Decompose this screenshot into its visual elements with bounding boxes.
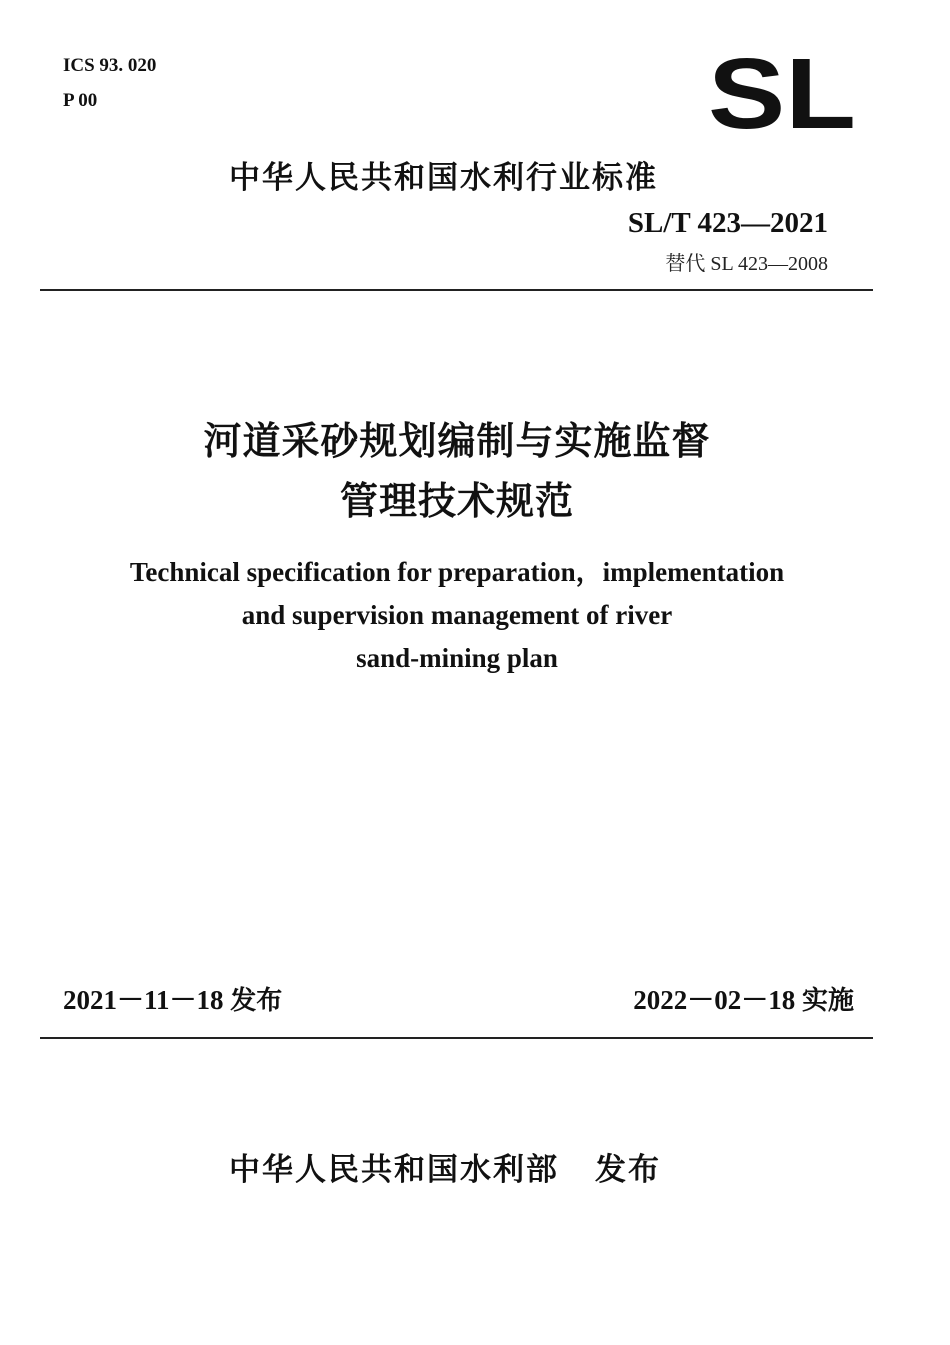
publisher-block xyxy=(229,1150,661,1190)
publisher-action: 发布 xyxy=(595,1152,661,1188)
ics-code: ICS 93. 020 xyxy=(63,55,157,76)
ccs-code: P 00 xyxy=(63,90,98,111)
implement-label: 实施 xyxy=(801,986,854,1016)
issue-date: 2021－11－18 xyxy=(63,985,224,1015)
replaces-standard: 替代 SL 423—2008 xyxy=(665,253,828,275)
issue-date-block xyxy=(63,982,282,1019)
issue-label: 发布 xyxy=(230,986,283,1016)
title-en-line2: and supervision management of river xyxy=(241,600,673,630)
implement-date-block xyxy=(633,982,854,1019)
sl-logo xyxy=(708,48,858,138)
svg-text:SL: SL xyxy=(708,48,856,138)
implement-date: 2022－02－18 xyxy=(633,985,796,1015)
title-cn-line1: 河道采砂规划编制与实施监督 xyxy=(203,419,711,463)
title-en-line3: sand-mining plan xyxy=(356,643,558,673)
standard-organization: 中华人民共和国水利行业标准 xyxy=(229,160,658,196)
bottom-divider xyxy=(40,1037,873,1039)
title-cn-line2: 管理技术规范 xyxy=(339,479,574,523)
publisher-name: 中华人民共和国水利部 xyxy=(229,1152,559,1188)
title-en-line1: Technical specification for preparation，implementation xyxy=(129,557,785,587)
top-divider xyxy=(40,289,873,291)
standard-code: SL/T 423—2021 xyxy=(627,207,828,239)
